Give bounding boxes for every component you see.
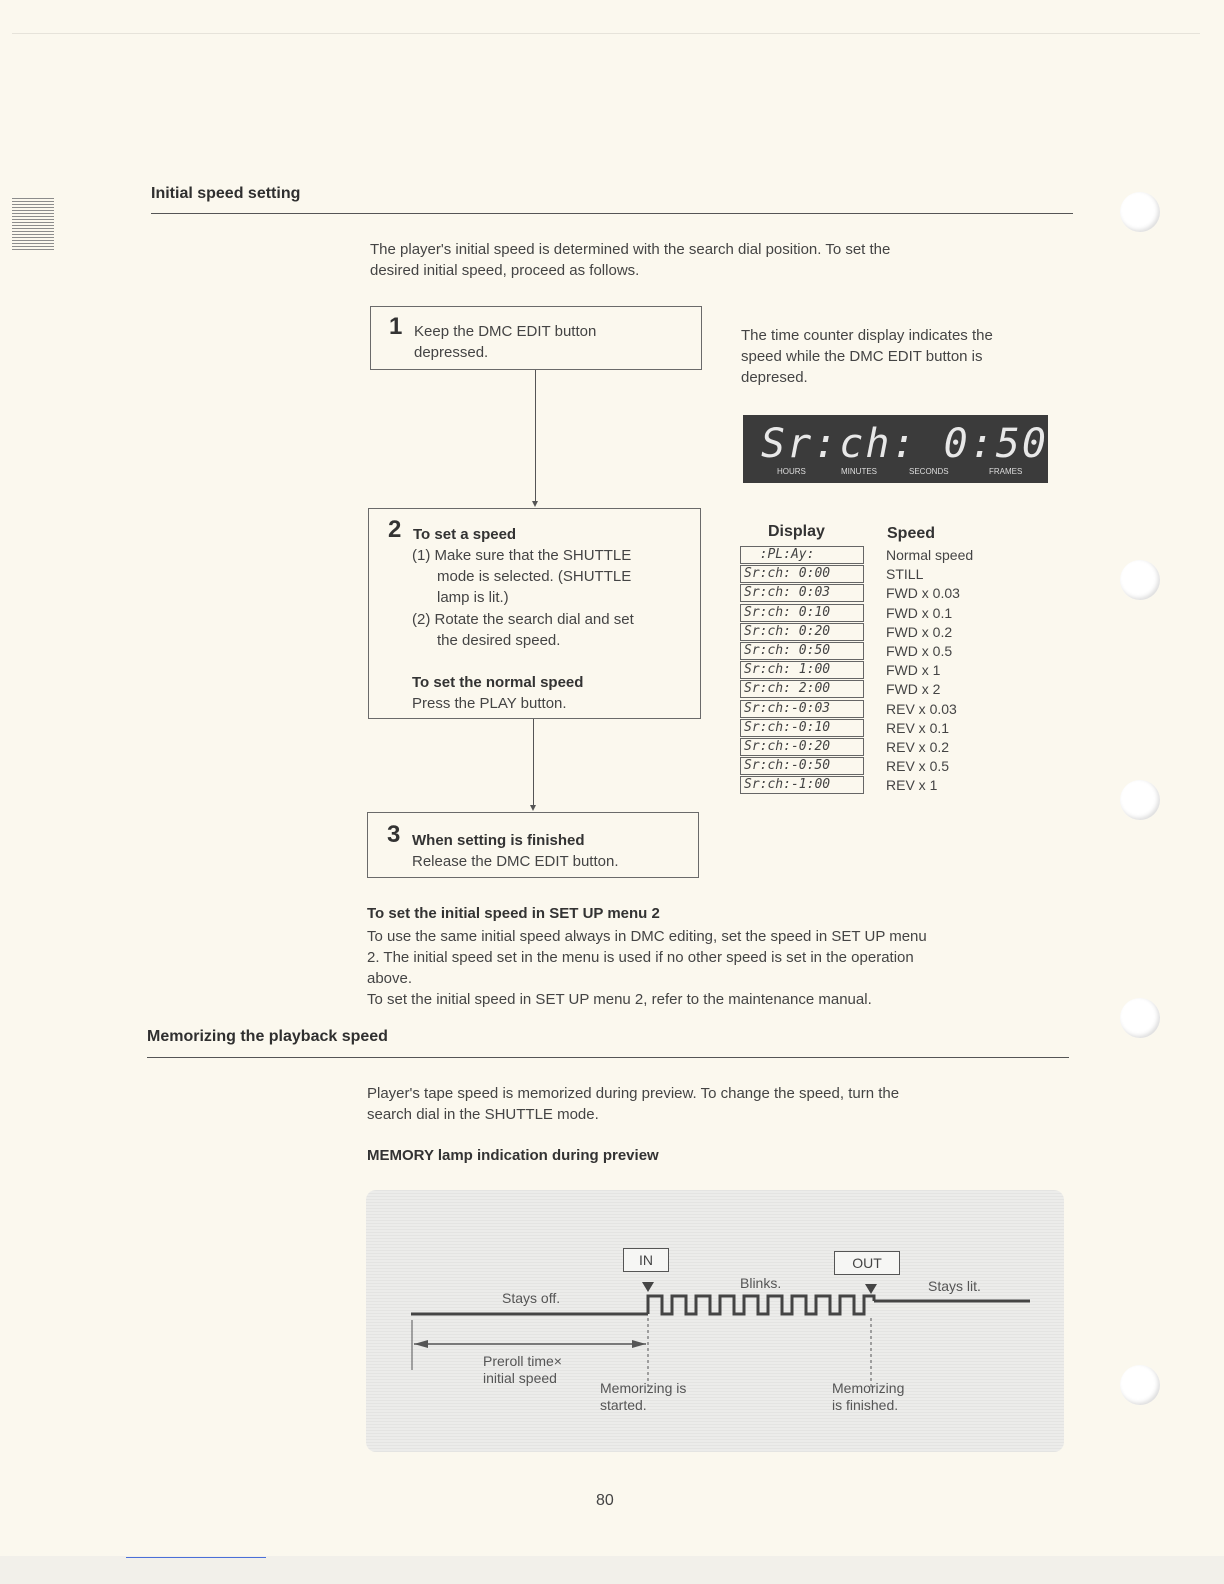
display-readout: Sr:ch:-0:20 xyxy=(740,738,864,756)
out-label-box: OUT xyxy=(834,1251,900,1275)
step-number: 1 xyxy=(389,313,403,340)
memorizing-started-label xyxy=(600,1380,686,1414)
speed-value: REV x 1 xyxy=(886,777,938,793)
speed-value: FWD x 0.03 xyxy=(886,585,960,601)
display-readout: Sr:ch: 0:10 xyxy=(740,604,864,622)
bottom-band xyxy=(0,1556,1224,1584)
speed-value: REV x 0.5 xyxy=(886,758,950,774)
step2-title: To set a speed xyxy=(413,526,517,543)
step3-title: When setting is finished xyxy=(412,832,585,849)
step2-line: the desired speed. xyxy=(437,632,561,649)
lcd-unit-frames: FRAMES xyxy=(989,467,1023,476)
lcd-unit-hours: HOURS xyxy=(777,467,806,476)
section-title-memorizing: Memorizing the playback speed xyxy=(147,1028,388,1045)
display-readout: Sr:ch:-0:10 xyxy=(740,719,864,737)
in-label-box: IN xyxy=(623,1248,669,1272)
blinks-label: Blinks. xyxy=(740,1275,782,1291)
setup-menu-line: To use the same initial speed always in DMC editing, set the speed in SET UP menu xyxy=(367,928,927,945)
counter-note xyxy=(741,325,1061,388)
display-readout: Sr:ch:-1:00 xyxy=(740,776,864,794)
display-readout: Sr:ch: 2:00 xyxy=(740,680,864,698)
step-number: 3 xyxy=(387,821,401,848)
speed-value: FWD x 0.5 xyxy=(886,643,953,659)
binder-hole xyxy=(1120,998,1160,1038)
section-rule xyxy=(147,1057,1069,1058)
binder-hole xyxy=(1120,780,1160,820)
lcd-unit-minutes: MINUTES xyxy=(841,467,877,476)
speed-value: FWD x 1 xyxy=(886,662,941,678)
step1-text xyxy=(414,321,596,363)
page-number: 80 xyxy=(596,1492,614,1509)
display-readout: Sr:ch: 0:50 xyxy=(740,642,864,660)
counter-note-line: speed while the DMC EDIT button is xyxy=(741,348,983,365)
display-readout: Sr:ch: 0:20 xyxy=(740,623,864,641)
speed-value: REV x 0.1 xyxy=(886,720,950,736)
memorizing-started-line: started. xyxy=(600,1397,647,1413)
display-readout: Sr:ch: 0:00 xyxy=(740,565,864,583)
stays-off-label: Stays off. xyxy=(502,1290,561,1306)
speed-value: FWD x 0.1 xyxy=(886,605,953,621)
display-readout: Sr:ch:-0:03 xyxy=(740,700,864,718)
lcd-digits: Sr:ch: 0:50 xyxy=(761,421,1048,467)
step1-line: depressed. xyxy=(414,344,489,361)
step2-line: mode is selected. (SHUTTLE xyxy=(437,568,632,585)
speed-value: FWD x 0.2 xyxy=(886,624,953,640)
lcd-unit-seconds: SECONDS xyxy=(909,467,949,476)
timing-diagram-graphic xyxy=(366,1190,1064,1452)
setup-menu-text xyxy=(367,926,1077,1010)
display-readout: Sr:ch: 0:03 xyxy=(740,584,864,602)
memorizing-started-line: Memorizing is xyxy=(600,1380,687,1396)
table-header-display: Display xyxy=(768,523,825,540)
preroll-line: Preroll time× xyxy=(483,1353,562,1369)
speed-value: STILL xyxy=(886,566,924,582)
section-title-initial-speed: Initial speed setting xyxy=(151,185,301,202)
flow-arrow xyxy=(530,805,536,811)
memorizing-intro xyxy=(367,1083,1067,1125)
margin-index-mark xyxy=(12,198,54,250)
table-header-speed: Speed xyxy=(887,525,936,542)
speed-value: Normal speed xyxy=(886,547,974,563)
display-readout: :PL:Ay: xyxy=(740,546,864,564)
top-rule xyxy=(12,33,1200,34)
binder-hole xyxy=(1120,1365,1160,1405)
setup-menu-line: above. xyxy=(367,970,413,987)
flow-connector xyxy=(533,719,534,805)
step1-box xyxy=(370,306,702,370)
preroll-line: initial speed xyxy=(483,1370,557,1386)
preroll-label xyxy=(483,1353,562,1387)
step2-subtitle: To set the normal speed xyxy=(412,674,584,691)
setup-menu-line: 2. The initial speed set in the menu is used if no other speed is set in the operation xyxy=(367,949,914,966)
step3-box xyxy=(367,812,699,878)
memorizing-finished-label xyxy=(832,1380,904,1414)
step2-line: (1) Make sure that the SHUTTLE xyxy=(412,547,632,564)
out-marker-arrow xyxy=(865,1284,877,1294)
display-readout: Sr:ch:-0:50 xyxy=(740,757,864,775)
memorizing-finished-line: is finished. xyxy=(832,1397,899,1413)
step2-line: (2) Rotate the search dial and set xyxy=(412,611,634,628)
intro-line: The player's initial speed is determined with the search dial position. To set the xyxy=(370,241,891,258)
memorizing-intro-line: search dial in the SHUTTLE mode. xyxy=(367,1106,599,1123)
signal-blinks xyxy=(648,1296,874,1314)
binder-hole xyxy=(1120,192,1160,232)
step-number: 2 xyxy=(388,516,402,543)
counter-note-line: The time counter display indicates the xyxy=(741,327,993,344)
setup-menu-title: To set the initial speed in SET UP menu 2 xyxy=(367,905,660,922)
bottom-link-underline xyxy=(126,1557,266,1558)
speed-value: REV x 0.03 xyxy=(886,701,957,717)
in-marker-arrow xyxy=(642,1282,654,1292)
step2-line: lamp is lit.) xyxy=(437,589,509,606)
flow-connector xyxy=(535,370,536,501)
step2-subtext: Press the PLAY button. xyxy=(412,695,567,712)
intro-line: desired initial speed, proceed as follows. xyxy=(370,262,640,279)
step1-line: Keep the DMC EDIT button xyxy=(414,323,597,340)
speed-value: REV x 0.2 xyxy=(886,739,950,755)
display-readout: Sr:ch: 1:00 xyxy=(740,661,864,679)
step2-box xyxy=(368,508,701,719)
time-counter-display xyxy=(743,415,1048,483)
memory-lamp-subhead: MEMORY lamp indication during preview xyxy=(367,1147,659,1164)
section-rule xyxy=(151,213,1073,214)
setup-menu-line: To set the initial speed in SET UP menu 2, refer to the maintenance manual. xyxy=(367,991,872,1008)
preroll-arrow-left xyxy=(414,1340,428,1348)
memorizing-finished-line: Memorizing xyxy=(832,1380,905,1396)
step3-text: Release the DMC EDIT button. xyxy=(412,853,619,870)
preroll-arrow-right xyxy=(632,1340,646,1348)
memorizing-intro-line: Player's tape speed is memorized during preview. To change the speed, turn the xyxy=(367,1085,900,1102)
stays-lit-label: Stays lit. xyxy=(928,1278,981,1294)
memory-lamp-timing-diagram xyxy=(366,1190,1064,1452)
speed-value: FWD x 2 xyxy=(886,681,941,697)
binder-hole xyxy=(1120,560,1160,600)
counter-note-line: depresed. xyxy=(741,369,808,386)
intro-paragraph xyxy=(370,239,1070,281)
flow-arrow xyxy=(532,501,538,507)
